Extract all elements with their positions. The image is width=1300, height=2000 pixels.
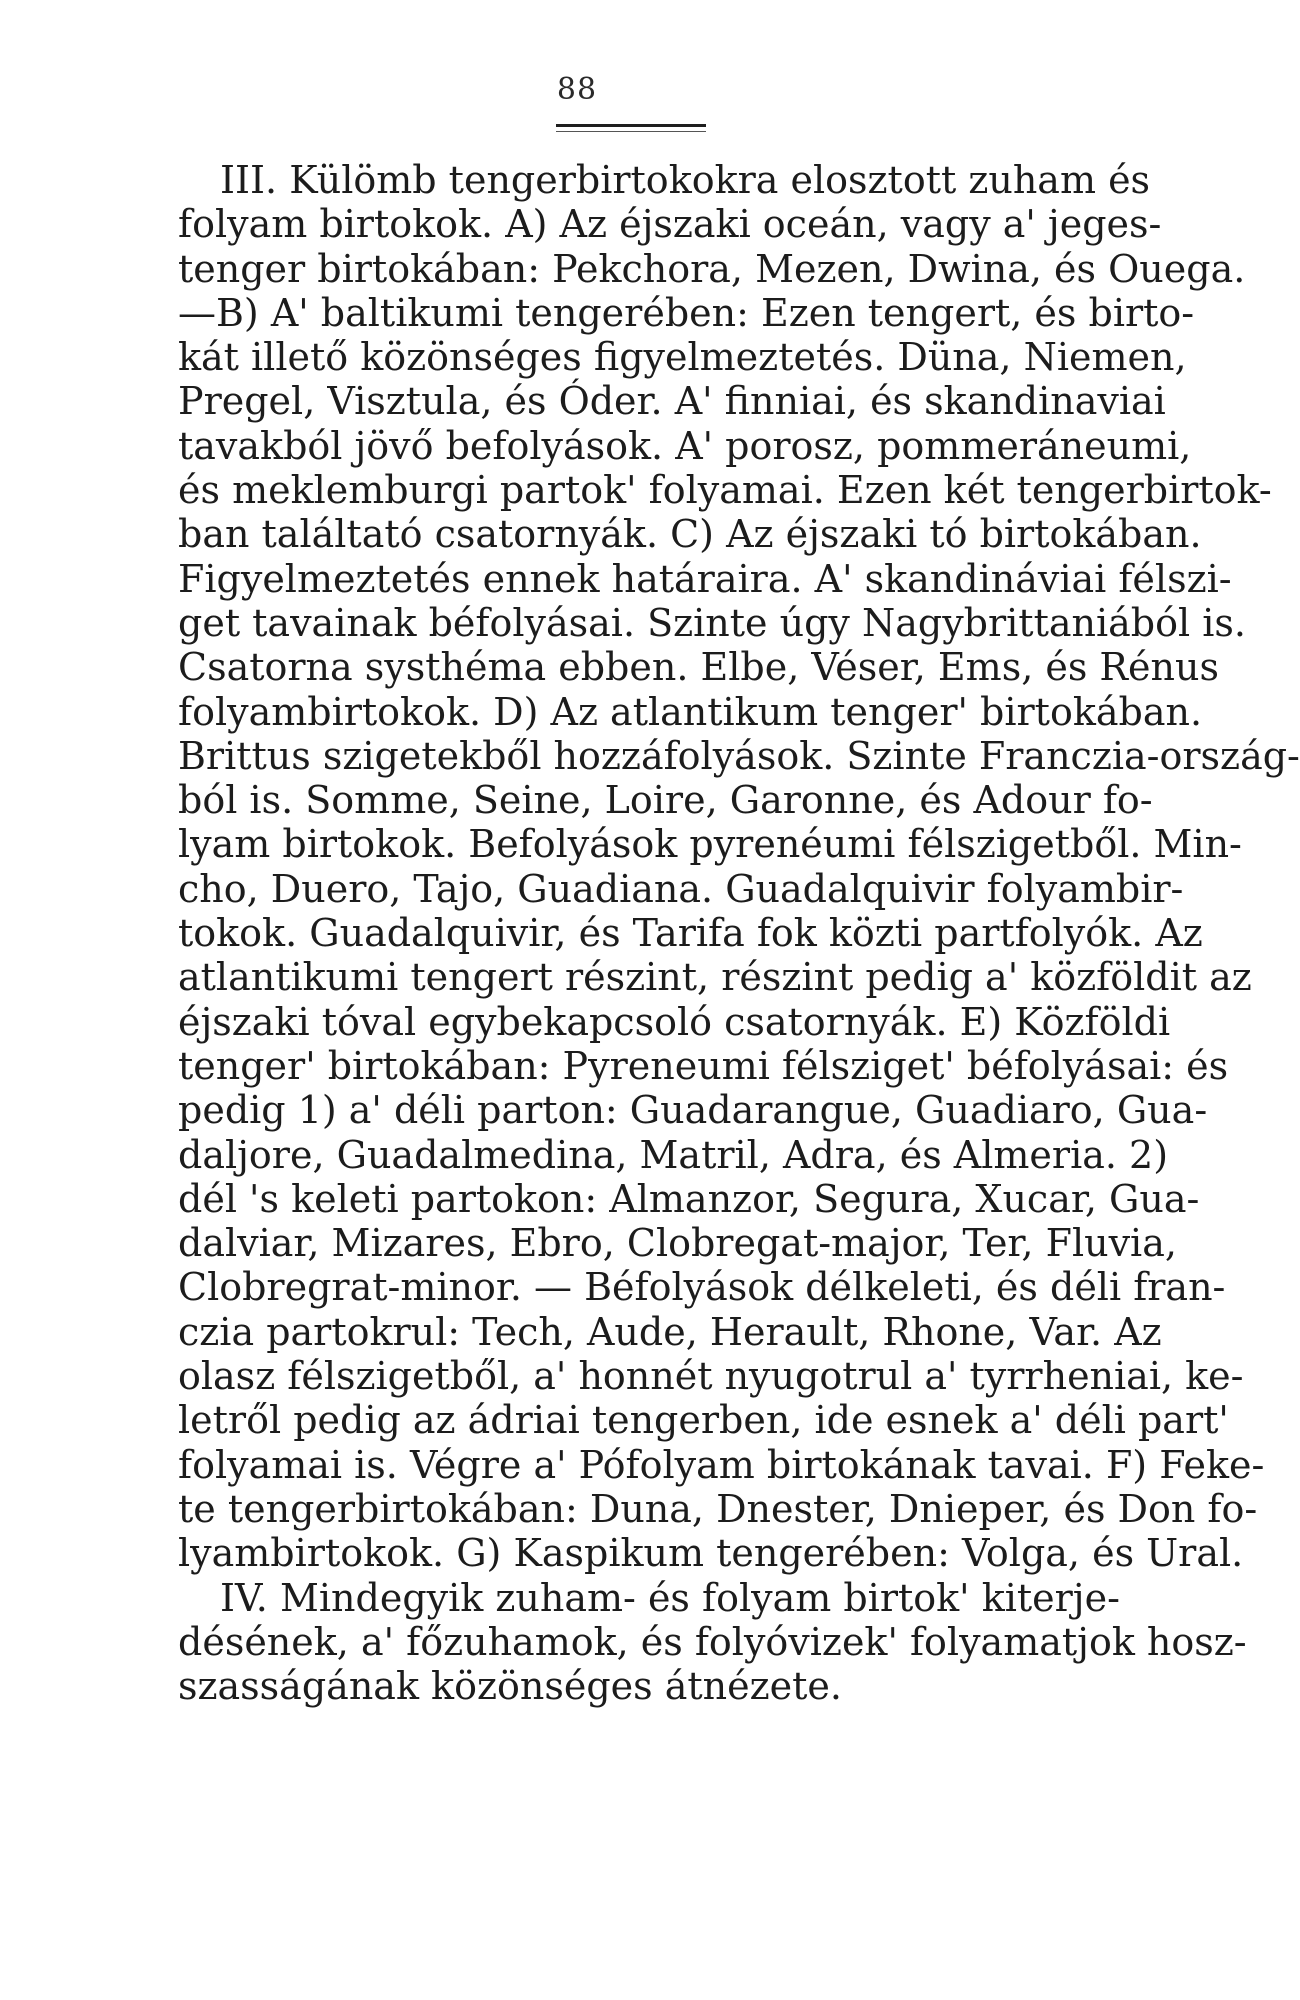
text-line: ban találtató csatornyák. C) Az éjszaki tó birtokában. <box>178 512 1202 557</box>
paragraph-rivers <box>178 158 1300 1576</box>
text-line: lyambirtokok. G) Kaspikum tengerében: Volga, és Ural. <box>178 1531 1244 1576</box>
paragraph-overview <box>178 1575 1247 1709</box>
text-line: folyambirtokok. D) Az atlantikum tenger' birtokában. <box>178 689 1203 734</box>
body-text <box>178 158 1300 1709</box>
text-line: olasz félszigetből, a' honnét nyugotrul a' tyrrheniai, ke- <box>178 1354 1244 1399</box>
text-line: dél 's keleti partokon: Almanzor, Segura, Xucar, Gua- <box>178 1176 1200 1221</box>
text-line: kát illető közönséges figyelmeztetés. Düna, Niemen, <box>178 335 1187 380</box>
text-line: czia partokrul: Tech, Aude, Herault, Rhone, Var. Az <box>178 1309 1162 1354</box>
text-line: Pregel, Visztula, és Óder. A' finniai, és skandinaviai <box>178 379 1166 424</box>
text-line: folyamai is. Végre a' Pófolyam birtokának tavai. F) Feke- <box>178 1442 1265 1487</box>
header-rule <box>556 124 706 127</box>
text-line: tenger birtokában: Pekchora, Mezen, Dwina, és Ouega. <box>178 246 1246 291</box>
text-line: Clobregrat-minor. — Béfolyások délkeleti, és déli fran- <box>178 1265 1226 1310</box>
text-line: dalviar, Mizares, Ebro, Clobregat-major, Ter, Fluvia, <box>178 1221 1177 1266</box>
text-line: daljore, Guadalmedina, Matril, Adra, és Almeria. 2) <box>178 1132 1169 1177</box>
text-line: pedig 1) a' déli parton: Guadarangue, Guadiaro, Gua- <box>178 1088 1208 1133</box>
text-line: folyam birtokok. A) Az éjszaki oceán, vagy a' jeges- <box>178 202 1162 247</box>
page-number: 88 <box>556 72 598 107</box>
text-line: Figyelmeztetés ennek határaira. A' skandináviai félszi- <box>178 556 1232 601</box>
text-line: ból is. Somme, Seine, Loire, Garonne, és Adour fo- <box>178 778 1153 823</box>
text-line: szasságának közönséges átnézete. <box>178 1664 842 1709</box>
text-line: tenger' birtokában: Pyreneumi félsziget' béfolyásai: és <box>178 1043 1229 1088</box>
text-line: cho, Duero, Tajo, Guadiana. Guadalquivir folyambir- <box>178 866 1184 911</box>
text-line: tokok. Guadalquivir, és Tarifa fok közti partfolyók. Az <box>178 911 1203 956</box>
text-line: tavakból jövő befolyások. A' porosz, pommeráneumi, <box>178 423 1192 468</box>
text-line: désének, a' főzuhamok, és folyóvizek' folyamatjok hosz- <box>178 1619 1247 1664</box>
text-line: letről pedig az ádriai tengerben, ide esnek a' déli part' <box>178 1398 1229 1443</box>
text-line: get tavainak béfolyásai. Szinte úgy Nagybrittaniából is. <box>178 600 1246 645</box>
text-line: atlantikumi tengert részint, részint pedig a' közföldit az <box>178 955 1252 1000</box>
text-line: III. Külömb tengerbirtokokra elosztott zuham és <box>220 158 1151 202</box>
text-line: IV. Mindegyik zuham- és folyam birtok' kiterje- <box>220 1575 1120 1620</box>
text-line: Brittus szigetekből hozzáfolyások. Szinte Franczia-ország- <box>178 733 1300 778</box>
text-line: lyam birtokok. Befolyások pyrenéumi félszigetből. Min- <box>178 822 1242 867</box>
text-line: —B) A' baltikumi tengerében: Ezen tengert, és birto- <box>178 290 1195 335</box>
text-line: és meklemburgi partok' folyamai. Ezen két tengerbirtok- <box>178 468 1272 513</box>
text-line: te tengerbirtokában: Duna, Dnester, Dnieper, és Don fo- <box>178 1486 1258 1531</box>
text-line: éjszaki tóval egybekapcsoló csatornyák. E) Közföldi <box>178 999 1171 1044</box>
text-line: Csatorna systhéma ebben. Elbe, Véser, Ems, és Rénus <box>178 645 1219 690</box>
